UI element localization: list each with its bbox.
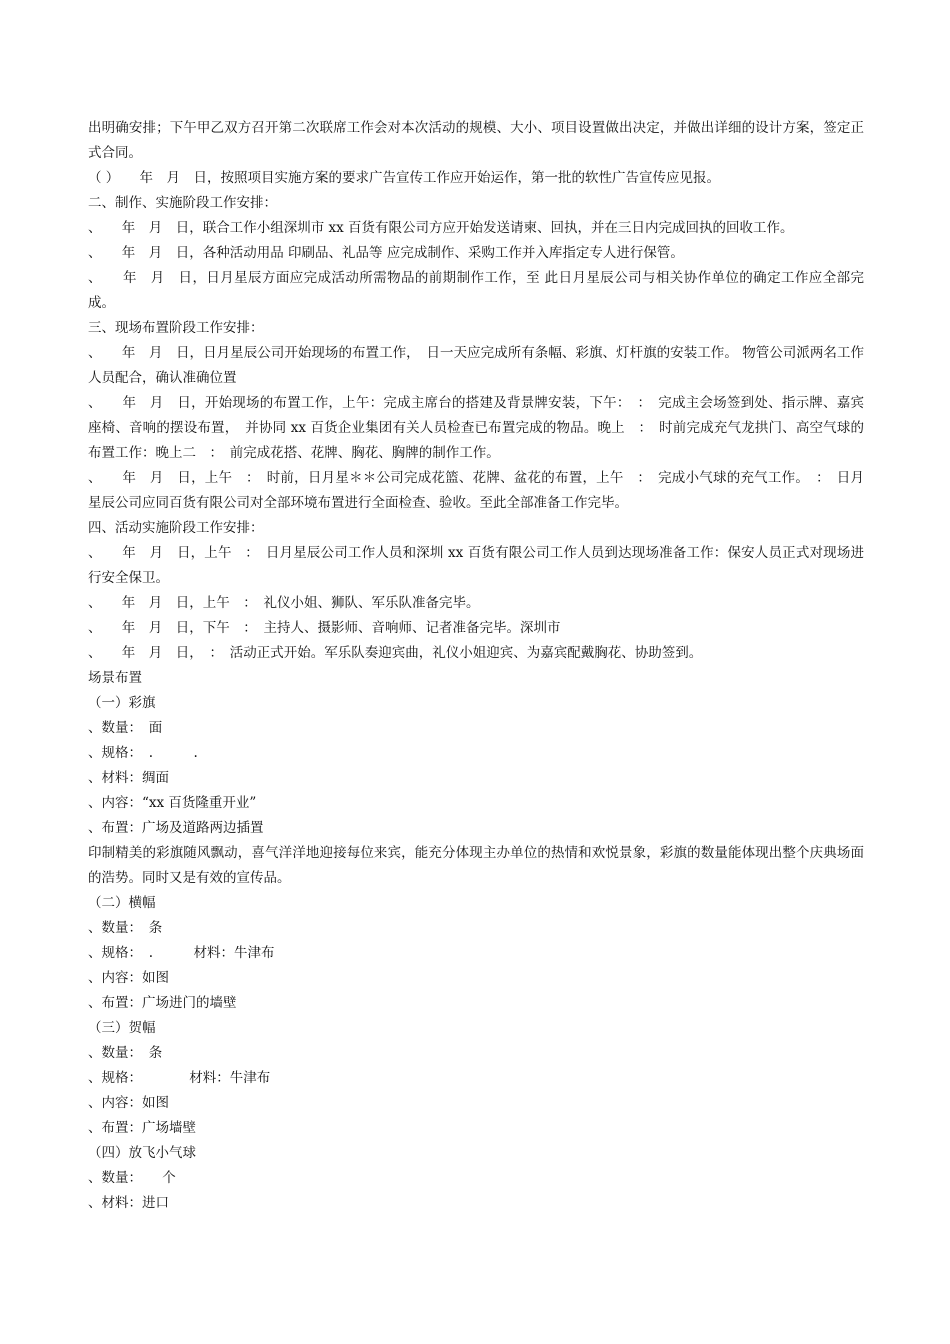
section-heading-scene: 场景布置 [88,670,142,686]
list-item: 、 年 月 日，下午 ： 主持人、摄影师、音响师、记者准备完毕。深圳市 [88,620,561,636]
section-heading-production: 二、制作、实施阶段工作安排： [88,195,277,211]
list-item: 、布置：广场及道路两边插置 [88,820,264,836]
list-item: 、布置：广场墙壁 [88,1120,196,1136]
list-item: 、规格： . 材料：牛津布 [88,945,275,961]
list-item: 、数量： 个 [88,1170,176,1186]
section-heading-implementation: 四、活动实施阶段工作安排： [88,520,264,536]
list-item: 、 年 月 日，各种活动用品 印刷品、礼品等 应完成制作、采购工作并入库指定专人进行保管。 [88,245,684,261]
paragraph-ad-schedule: （ ） 年 月 日，按照项目实施方案的要求广告宣传工作应开始运作，第一批的软性广告宣传应见报。 [88,170,721,186]
list-item: 、 年 月 日，联合工作小组深圳市 xx 百货有限公司方应开始发送请柬、回执，并在三日内完成回执的回收工作。 [88,220,794,236]
list-item: 、内容：如图 [88,1095,169,1111]
list-item: 、材料：绸面 [88,770,169,786]
paragraph-continuation: 出明确安排；下午甲乙双方召开第二次联席工作会对本次活动的规模、大小、项目设置做出决定，并做出详细的设计方案，签定正式合同。 [88,120,864,161]
subheading-banners: （二）横幅 [88,895,156,911]
list-item: 、 年 月 日，日月星辰方面应完成活动所需物品的前期制作工作，至 此日月星辰公司与相关协作单位的确定工作应全部完成。 [88,270,864,311]
list-item: 、 年 月 日，上午 ： 日月星辰公司工作人员和深圳 xx 百货有限公司工作人员到达现场准备工作：保安人员正式对现场进行安全保卫。 [88,545,864,586]
list-item: 、规格： 材料：牛津布 [88,1070,271,1086]
list-item: 、 年 月 日，上午 ： 礼仪小姐、狮队、军乐队准备完毕。 [88,595,480,611]
section-heading-onsite: 三、现场布置阶段工作安排： [88,320,264,336]
list-item: 、规格： . . [88,745,198,761]
list-item: 、 年 月 日，日月星辰公司开始现场的布置工作， 日一天应完成所有条幅、彩旗、灯杆旗的安装工作。 物管公司派两名工作人员配合，确认准确位置 [88,345,864,386]
list-item: 、 年 月 日， ： 活动正式开始。军乐队奏迎宾曲，礼仪小姐迎宾、为嘉宾配戴胸花、协助签到。 [88,645,703,661]
document-body [88,116,864,1216]
subheading-congrats-banners: （三）贺幅 [88,1020,156,1036]
list-item: 、内容：如图 [88,970,169,986]
list-item: 、数量： 条 [88,920,163,936]
subheading-flags: （一）彩旗 [88,695,156,711]
list-item: 、内容：“xx 百货隆重开业” [88,795,257,811]
list-item: 、 年 月 日，开始现场的布置工作，上午：完成主席台的搭建及背景牌安装，下午： ： 完成主会场签到处、指示牌、嘉宾座椅、音响的摆设布置， 并协同 xx 百货企业集团有关人员检查已布置完成的物品。晚上 ： 时前完成充气龙拱门、高空气球的布置工作：晚上二 ： 前完成花搭、花牌、胸花、胸牌的制作工作。 [88,395,864,461]
list-item: 、材料：进口 [88,1195,169,1211]
list-item: 、数量： 条 [88,1045,163,1061]
paragraph-flags-description: 印制精美的彩旗随风飘动，喜气洋洋地迎接每位来宾，能充分体现主办单位的热情和欢悦景象，彩旗的数量能体现出整个庆典场面的浩势。同时又是有效的宣传品。 [88,845,864,886]
list-item: 、 年 月 日，上午 ： 时前，日月星＊＊公司完成花篮、花牌、盆花的布置，上午 ： 完成小气球的充气工作。 ： 日月星辰公司应同百货有限公司对全部环境布置进行全面检查、验收。至此全部准备工作完毕。 [88,470,864,511]
list-item: 、布置：广场进门的墙壁 [88,995,237,1011]
list-item: 、数量： 面 [88,720,163,736]
subheading-balloons: （四）放飞小气球 [88,1145,196,1161]
